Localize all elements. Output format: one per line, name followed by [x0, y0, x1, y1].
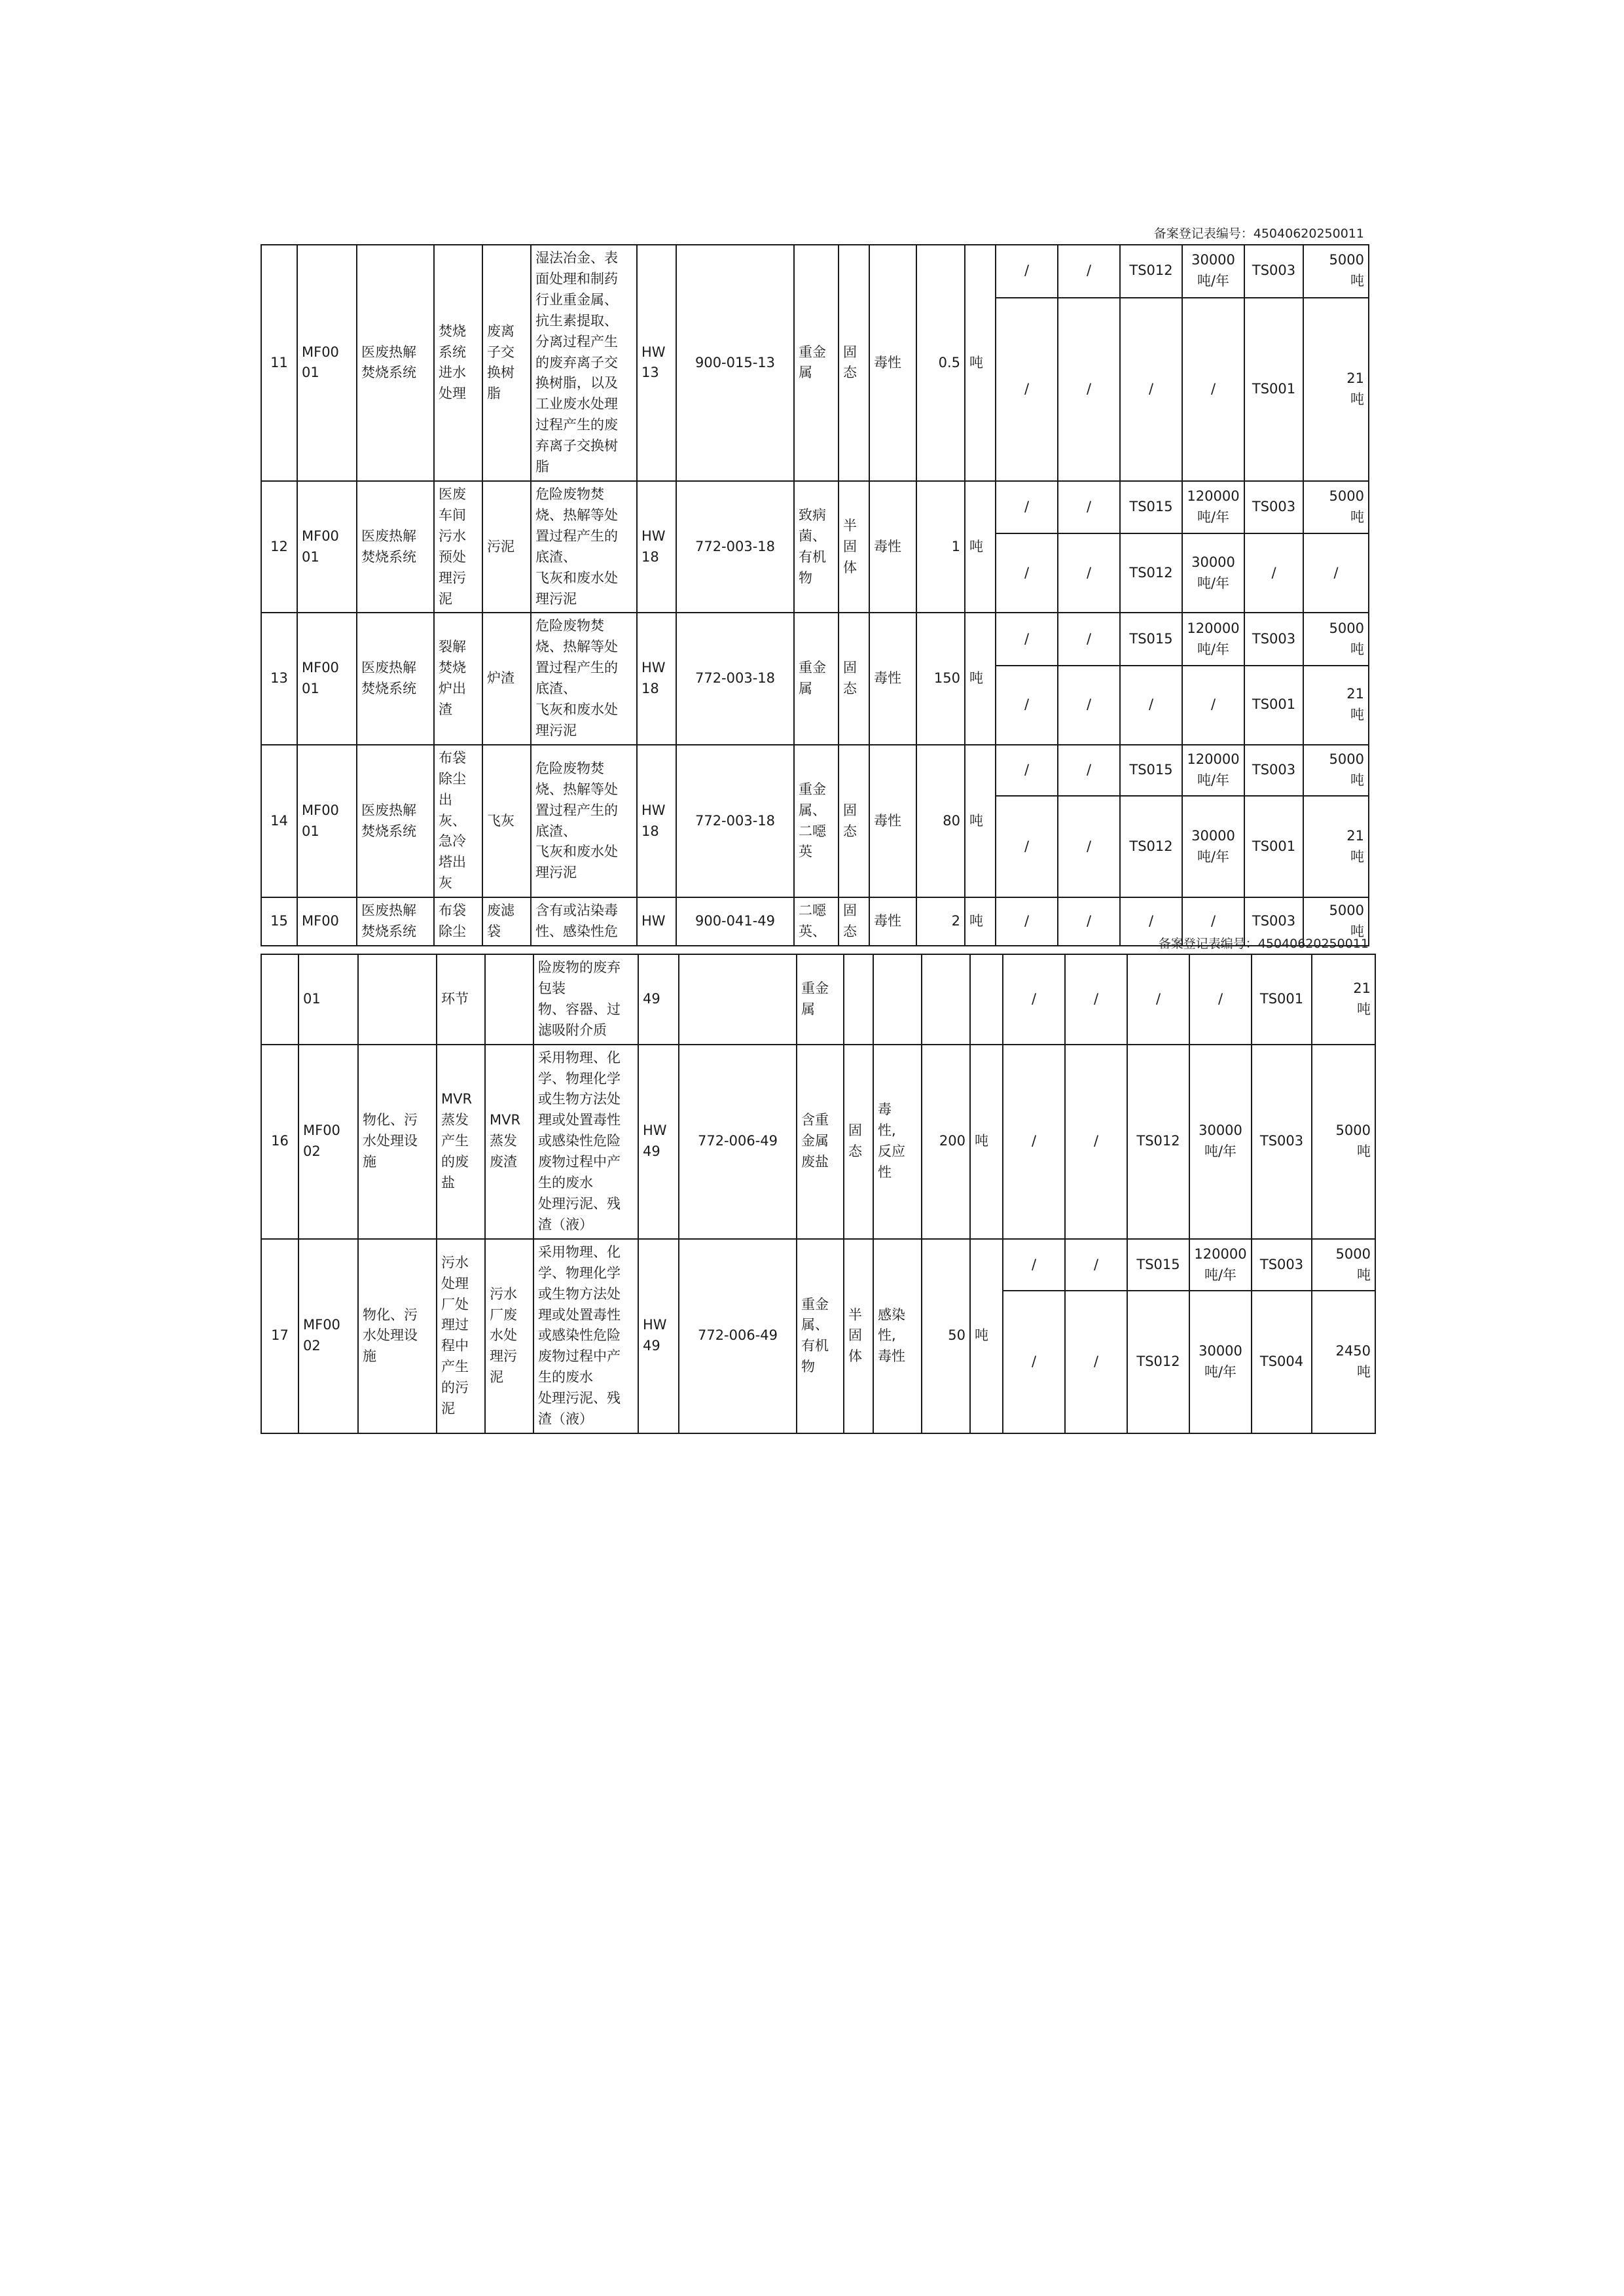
table-cell: TS015 — [1120, 481, 1182, 533]
table-cell: / — [996, 245, 1058, 298]
table-cell: / — [1058, 481, 1120, 533]
table-cell: 危险废物焚 烧、热解等处 置过程产生的 底渣、 飞灰和废水处 理污泥 — [531, 481, 637, 613]
table-cell: 固 态 — [839, 245, 869, 481]
table-cell: 14 — [261, 745, 297, 897]
table-cell: 半 固 体 — [839, 481, 869, 613]
table-cell: 险废物的废弃 包装 物、容器、过 滤吸附介质 — [533, 954, 638, 1045]
table-cell: 5000 吨 — [1303, 745, 1369, 796]
table-cell: 医废热解 焚烧系统 — [357, 613, 434, 744]
table-cell: TS015 — [1120, 613, 1182, 665]
table-cell: / — [1003, 1239, 1065, 1291]
table-cell: HW 18 — [637, 745, 676, 897]
table-cell: 半 固 体 — [844, 1239, 873, 1433]
registration-number: 备案登记表编号：45040620250011 — [1153, 226, 1364, 241]
table-cell: MF00 02 — [298, 1239, 358, 1433]
table-cell: 120000 吨/年 — [1182, 481, 1244, 533]
table-row — [261, 954, 1375, 1045]
table-cell: / — [1058, 745, 1120, 796]
table-cell: 772-003-18 — [676, 481, 794, 613]
table-cell: 固 态 — [844, 1045, 873, 1239]
table-cell: 21 吨 — [1312, 954, 1375, 1045]
table-cell: 固 态 — [839, 745, 869, 897]
table-cell: 危险废物焚 烧、热解等处 置过程产生的 底渣、 飞灰和废水处 理污泥 — [531, 745, 637, 897]
table-cell: HW 49 — [638, 1239, 679, 1433]
table-cell: 重金 属、 有机 物 — [797, 1239, 844, 1433]
table-cell: TS003 — [1244, 245, 1303, 298]
table-cell: TS012 — [1120, 796, 1182, 897]
table-cell: 采用物理、化 学、物理化学 或生物方法处 理或处置毒性 或感染性危险 废物过程中产 生的废水 处理污泥、残 渣（液） — [533, 1239, 638, 1433]
table-cell: 物化、污 水处理设 施 — [358, 1045, 437, 1239]
table-cell: 废离 子交 换树 脂 — [482, 245, 531, 481]
table-cell: 毒性 — [869, 897, 916, 946]
table-cell: 01 — [298, 954, 358, 1045]
table-cell: 21 吨 — [1303, 796, 1369, 897]
table-cell: 5000 吨 — [1303, 613, 1369, 665]
table-cell: / — [1127, 954, 1189, 1045]
table-cell: 120000 吨/年 — [1189, 1239, 1252, 1291]
table-cell: TS012 — [1127, 1291, 1189, 1433]
table-cell: 21 吨 — [1303, 666, 1369, 745]
table-cell: TS015 — [1127, 1239, 1189, 1291]
table-cell: / — [1182, 897, 1244, 946]
table-cell: / — [1058, 533, 1120, 613]
table-cell: 医废热解 焚烧系统 — [357, 745, 434, 897]
table-cell: / — [1058, 245, 1120, 298]
table-cell: TS003 — [1244, 745, 1303, 796]
table-cell: 16 — [261, 1045, 298, 1239]
table-cell: 含重 金属 废盐 — [797, 1045, 844, 1239]
table-cell: 飞灰 — [482, 745, 531, 897]
table-cell: MF00 — [297, 897, 357, 946]
table-cell: MF00 01 — [297, 613, 357, 744]
table-cell: 医废热解 焚烧系统 — [357, 245, 434, 481]
table-cell: 49 — [638, 954, 679, 1045]
table-cell: 21 吨 — [1303, 298, 1369, 481]
table-cell: / — [1182, 666, 1244, 745]
table-cell: 炉渣 — [482, 613, 531, 744]
table-cell: 0.5 — [916, 245, 965, 481]
table-cell: 医废热解 焚烧系统 — [357, 481, 434, 613]
table-cell: 900-015-13 — [676, 245, 794, 481]
table-cell: MF00 01 — [297, 481, 357, 613]
table-cell: 布袋 除尘 — [434, 897, 482, 946]
table-cell: 重金 属 — [794, 613, 839, 744]
table-cell: 吨 — [965, 481, 996, 613]
table-cell: TS012 — [1127, 1045, 1189, 1239]
table-cell: 吨 — [965, 897, 996, 946]
table-cell: 污水 厂废 水处 理污 泥 — [485, 1239, 533, 1433]
table-cell: TS015 — [1120, 745, 1182, 796]
table-cell: MF00 01 — [297, 245, 357, 481]
table-cell: 2450 吨 — [1312, 1291, 1375, 1433]
table-cell: 环节 — [437, 954, 485, 1045]
table-cell: / — [996, 613, 1058, 665]
table-cell: / — [996, 533, 1058, 613]
table-cell: 污泥 — [482, 481, 531, 613]
table-cell: 固 态 — [839, 897, 869, 946]
table-cell — [844, 954, 873, 1045]
table-cell: / — [1189, 954, 1252, 1045]
table-cell: 重金 属 — [794, 245, 839, 481]
table-cell: 5000 吨 — [1303, 245, 1369, 298]
table-cell: / — [1065, 954, 1127, 1045]
waste-register-table-page-1 — [261, 244, 1369, 946]
table-cell: 含有或沾染毒 性、感染性危 — [531, 897, 637, 946]
table-cell — [261, 954, 298, 1045]
table-cell: 5000 吨 — [1303, 897, 1369, 946]
table-cell: 772-003-18 — [676, 613, 794, 744]
table-cell: TS012 — [1120, 245, 1182, 298]
table-cell: 50 — [922, 1239, 970, 1433]
table-row — [261, 245, 1369, 298]
table-cell: 二噁 英、 — [794, 897, 839, 946]
table-cell: / — [1003, 1291, 1065, 1433]
table-cell: 感染 性, 毒性 — [873, 1239, 922, 1433]
table-cell: 毒性 — [869, 245, 916, 481]
table-cell: 30000 吨/年 — [1189, 1291, 1252, 1433]
table-cell: 吨 — [965, 245, 996, 481]
table-cell: 危险废物焚 烧、热解等处 置过程产生的 底渣、 飞灰和废水处 理污泥 — [531, 613, 637, 744]
table-cell: 废滤 袋 — [482, 897, 531, 946]
table-cell: 5000 吨 — [1312, 1045, 1375, 1239]
table-cell: 12 — [261, 481, 297, 613]
table-cell: HW 18 — [637, 613, 676, 744]
table-cell: / — [996, 745, 1058, 796]
table-cell: TS001 — [1244, 666, 1303, 745]
table-row — [261, 481, 1369, 533]
table-cell: 150 — [916, 613, 965, 744]
table-cell: 毒性 — [869, 745, 916, 897]
table-cell: MF00 02 — [298, 1045, 358, 1239]
table-cell: 医废 车间 污水 预处 理污 泥 — [434, 481, 482, 613]
table-cell: / — [1244, 533, 1303, 613]
table-cell: TS003 — [1244, 613, 1303, 665]
table-cell: 重金 属 — [797, 954, 844, 1045]
table-cell: 80 — [916, 745, 965, 897]
table-cell: 30000 吨/年 — [1182, 245, 1244, 298]
table-cell: TS003 — [1244, 897, 1303, 946]
table-cell: 毒性 — [869, 481, 916, 613]
table-cell: 污水 处理 厂处 理过 程中 产生 的污 泥 — [437, 1239, 485, 1433]
table-cell: 11 — [261, 245, 297, 481]
table-cell: TS012 — [1120, 533, 1182, 613]
table-row — [261, 1045, 1375, 1239]
table-cell: 5000 吨 — [1303, 481, 1369, 533]
table-cell: 13 — [261, 613, 297, 744]
table-row — [261, 613, 1369, 665]
table-cell: / — [1182, 298, 1244, 481]
table-cell: TS001 — [1244, 298, 1303, 481]
table-cell: / — [1120, 298, 1182, 481]
table-cell: 采用物理、化 学、物理化学 或生物方法处 理或处置毒性 或感染性危险 废物过程中产 生的废水 处理污泥、残 渣（液） — [533, 1045, 638, 1239]
table-cell: 重金 属、 二噁 英 — [794, 745, 839, 897]
table-cell: 致病 菌、 有机 物 — [794, 481, 839, 613]
table-cell: / — [1303, 533, 1369, 613]
table-cell: MVR 蒸发 产生 的废 盐 — [437, 1045, 485, 1239]
table-cell: 吨 — [965, 613, 996, 744]
table-cell: 毒性 — [869, 613, 916, 744]
table-cell: / — [1003, 954, 1065, 1045]
table-cell: / — [996, 897, 1058, 946]
table-cell: 医废热解 焚烧系统 — [357, 897, 434, 946]
table-cell: 120000 吨/年 — [1182, 613, 1244, 665]
table-cell: 吨 — [965, 745, 996, 897]
table-cell: TS001 — [1244, 796, 1303, 897]
table-cell: 772-006-49 — [679, 1239, 797, 1433]
table-cell: 200 — [922, 1045, 970, 1239]
waste-register-table-page-2 — [261, 954, 1376, 1434]
table-cell: 900-041-49 — [676, 897, 794, 946]
table-cell — [358, 954, 437, 1045]
table-cell: 裂解 焚烧 炉出 渣 — [434, 613, 482, 744]
table-cell: / — [1120, 666, 1182, 745]
table-cell: MF00 01 — [297, 745, 357, 897]
table-cell: 30000 吨/年 — [1182, 796, 1244, 897]
table-cell: TS003 — [1252, 1239, 1312, 1291]
table-cell: 30000 吨/年 — [1182, 533, 1244, 613]
table-cell: / — [996, 298, 1058, 481]
table-cell: / — [1003, 1045, 1065, 1239]
table-cell: / — [1058, 796, 1120, 897]
table-cell: / — [1058, 666, 1120, 745]
table-cell — [679, 954, 797, 1045]
table-cell: 30000 吨/年 — [1189, 1045, 1252, 1239]
table-cell: / — [1058, 298, 1120, 481]
table-cell: / — [1058, 613, 1120, 665]
table-cell: / — [996, 796, 1058, 897]
table-cell — [922, 954, 970, 1045]
table-cell: TS001 — [1252, 954, 1312, 1045]
table-cell: 布袋 除尘 出 灰、 急冷 塔出 灰 — [434, 745, 482, 897]
table-cell: 物化、污 水处理设 施 — [358, 1239, 437, 1433]
table-cell: 120000 吨/年 — [1182, 745, 1244, 796]
table-cell: / — [996, 666, 1058, 745]
table-cell: HW — [637, 897, 676, 946]
table-cell: HW 13 — [637, 245, 676, 481]
table-cell: HW 18 — [637, 481, 676, 613]
table-cell: TS003 — [1252, 1045, 1312, 1239]
table-cell — [873, 954, 922, 1045]
table-cell: 吨 — [970, 1239, 1003, 1433]
table-cell: 772-003-18 — [676, 745, 794, 897]
table-cell: TS003 — [1244, 481, 1303, 533]
table-cell: / — [996, 481, 1058, 533]
table-cell: 1 — [916, 481, 965, 613]
registration-number: 备案登记表编号：45040620250011 — [1158, 937, 1369, 951]
table-cell — [485, 954, 533, 1045]
table-cell: HW 49 — [638, 1045, 679, 1239]
table-cell: 吨 — [970, 1045, 1003, 1239]
table-cell: 5000 吨 — [1312, 1239, 1375, 1291]
table-cell: 772-006-49 — [679, 1045, 797, 1239]
table-cell — [970, 954, 1003, 1045]
table-cell: TS004 — [1252, 1291, 1312, 1433]
table-cell: 湿法冶金、表 面处理和制药 行业重金属、 抗生素提取、 分离过程产生 的废弃离子交 换树脂，以及 工业废水处理 过程产生的废 弃离子交换树 脂 — [531, 245, 637, 481]
table-cell: / — [1065, 1239, 1127, 1291]
table-cell: MVR 蒸发 废渣 — [485, 1045, 533, 1239]
table-cell: / — [1058, 897, 1120, 946]
table-row — [261, 1239, 1375, 1291]
table-cell: 2 — [916, 897, 965, 946]
table-cell: 焚烧 系统 进水 处理 — [434, 245, 482, 481]
table-row — [261, 745, 1369, 796]
table-cell: 毒 性, 反应 性 — [873, 1045, 922, 1239]
table-cell: 15 — [261, 897, 297, 946]
table-cell: 固 态 — [839, 613, 869, 744]
table-cell: / — [1120, 897, 1182, 946]
table-cell: / — [1065, 1045, 1127, 1239]
table-cell: / — [1065, 1291, 1127, 1433]
table-cell: 17 — [261, 1239, 298, 1433]
